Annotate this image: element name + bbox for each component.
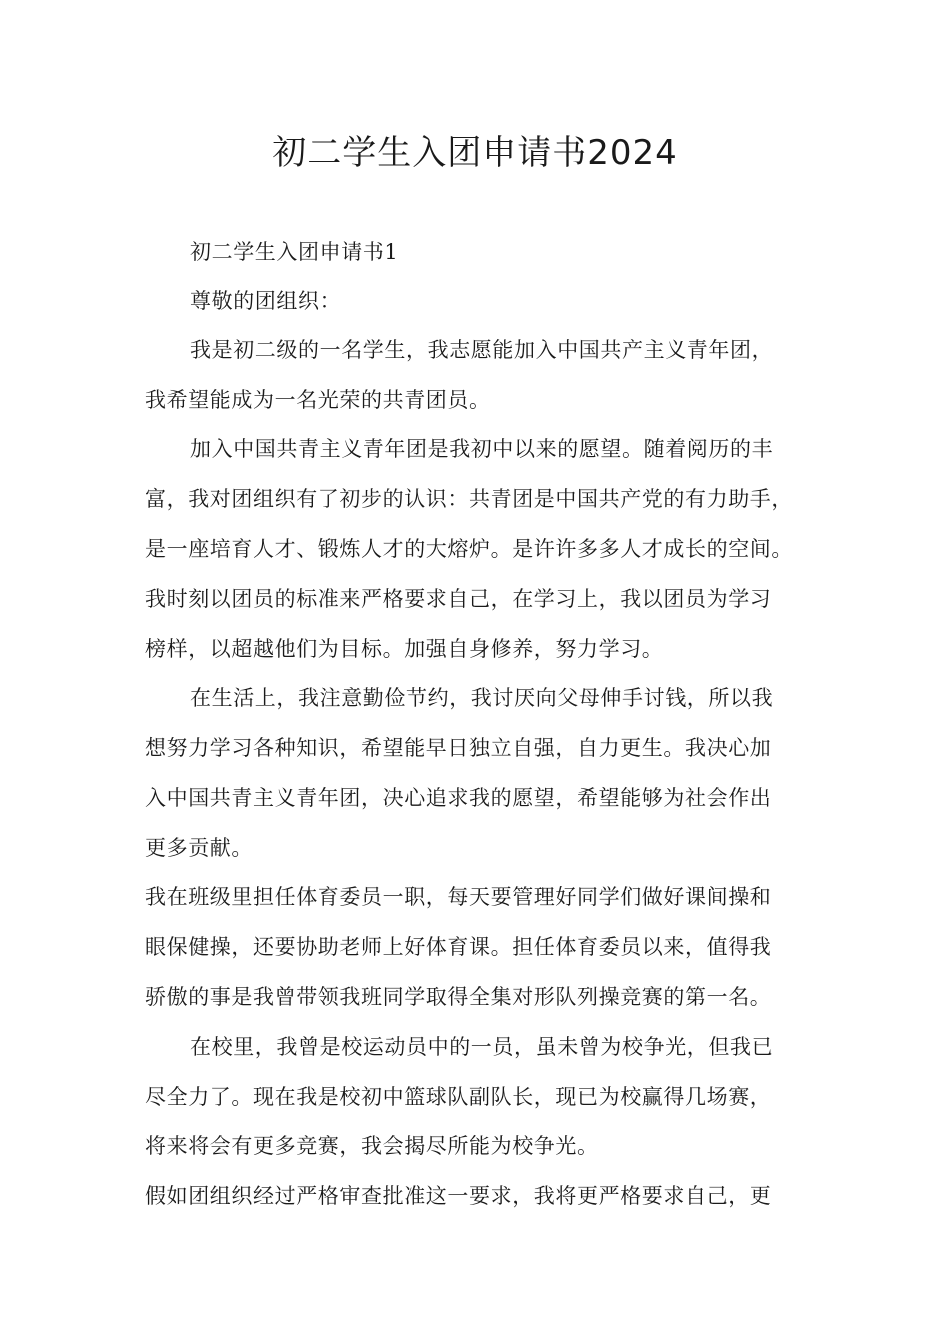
paragraph-line: 是一座培育人才、锻炼人才的大熔炉。是许许多多人才成长的空间。 — [145, 537, 793, 561]
paragraph-line: 我希望能成为一名光荣的共青团员。 — [145, 388, 491, 412]
paragraph-line: 在生活上，我注意勤俭节约，我讨厌向父母伸手讨钱，所以我 — [190, 686, 774, 710]
paragraph-line: 我是初二级的一名学生，我志愿能加入中国共产主义青年团， — [190, 338, 774, 362]
document-title: 初二学生入团申请书2024 — [272, 133, 678, 173]
salutation: 尊敬的团组织： — [190, 289, 342, 313]
paragraph-line: 尽全力了。现在我是校初中篮球队副队长，现已为校赢得几场赛， — [145, 1085, 772, 1109]
paragraph-line: 更多贡献。 — [145, 836, 253, 860]
paragraph-line: 榜样，以超越他们为目标。加强自身修养，努力学习。 — [145, 637, 664, 661]
paragraph-line: 想努力学习各种知识，希望能早日独立自强，自力更生。我决心加 — [145, 736, 772, 760]
paragraph-line: 骄傲的事是我曾带领我班同学取得全集对形队列操竞赛的第一名。 — [145, 985, 772, 1009]
paragraph-line: 富，我对团组织有了初步的认识：共青团是中国共产党的有力助手， — [145, 487, 793, 511]
paragraph-line: 我时刻以团员的标准来严格要求自己，在学习上，我以团员为学习 — [145, 587, 772, 611]
paragraph-line: 眼保健操，还要协助老师上好体育课。担任体育委员以来，值得我 — [145, 935, 772, 959]
paragraph-line: 在校里，我曾是校运动员中的一员，虽未曾为校争光，但我已 — [190, 1035, 774, 1059]
paragraph-line: 将来将会有更多竞赛，我会揭尽所能为校争光。 — [145, 1134, 599, 1158]
paragraph-line: 入中国共青主义青年团，决心追求我的愿望，希望能够为社会作出 — [145, 786, 772, 810]
paragraph-line: 加入中国共青主义青年团是我初中以来的愿望。随着阅历的丰 — [190, 437, 774, 461]
paragraph-line: 假如团组织经过严格审查批准这一要求，我将更严格要求自己，更 — [145, 1184, 772, 1208]
paragraph-line: 我在班级里担任体育委员一职，每天要管理好同学们做好课间操和 — [145, 885, 772, 909]
section-heading: 初二学生入团申请书1 — [190, 240, 399, 264]
